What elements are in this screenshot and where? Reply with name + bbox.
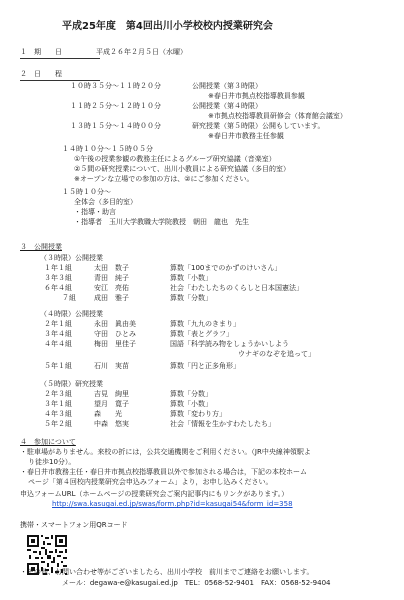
page-title: 平成25年度 第4回出川小学校校内授業研究会 [62,21,273,32]
lesson-group-heading: （３時限）公開授業 [40,254,103,262]
evening-item: 全体会（多目的室） [74,198,137,206]
form-note: 申込フォームURL（ホームページの授業研究会ご案内記事内にもリンクがあります。） [20,490,289,498]
lesson-class: ６年４組 [44,284,72,292]
lesson-teacher: 森 光 [94,410,122,418]
lesson-class: ２年３組 [44,390,72,398]
schedule-desc: 研究授業（第５時限）公開もしています。 [192,122,325,130]
schedule-time: １３時１５分～１４時００分 [70,122,161,130]
lesson-class: ５年１組 [44,362,72,370]
lesson-subject: 国語「科学読み物をしょうかいしよう [170,340,289,348]
evening-time: １５時１０分～ [62,188,111,196]
lesson-class: ２年１組 [44,320,72,328]
date-underline [20,58,100,59]
schedule-time: １１時２５分～１２時１０分 [70,102,161,110]
lesson-subject: 算数「九九のきまり」 [170,320,240,328]
lesson-class: ５年２組 [44,420,72,428]
lesson-group-heading: （４時限）公開授業 [40,310,103,318]
schedule-time: １０時３５分～１１時２０分 [70,82,161,90]
lesson-class: ３年４組 [44,330,72,338]
contact-line: ・その他、お問い合わせ等がございましたら、出川小学校 前川までご連絡をお願いします。 [20,568,314,576]
lesson-class: ７組 [62,294,76,302]
schedule-note: ※春日井市拠点校指導教員参観 [208,92,305,100]
participation-line: ・春日井市教務主任・春日井市拠点校指導教員以外で参加される場合は，下記の本校ホーム [20,468,307,476]
afternoon-item: ※オープンな立場での参加の方は、②にご参加ください。 [74,175,254,183]
lesson-subject: 算数「円と正多角形」 [170,362,240,370]
lesson-subject: 社会「わたしたちのくらしと日本国憲法」 [170,284,303,292]
participation-label: ４ 参加について [20,438,76,446]
lesson-teacher: 望月 寛子 [94,400,129,408]
lesson-subject: 算数「100までのかずのけいさん」 [170,264,282,272]
lesson-teacher: 青田 純子 [94,274,129,282]
lesson-teacher: 安江 亮佑 [94,284,129,292]
evening-item: ・指導者 玉川大学教職大学院教授 朝田 龍也 先生 [74,218,249,226]
contact-details: メール：degawa-e@kasugai.ed.jp TEL：0568-52-9401 FAX：0568-52-9404 [62,579,331,587]
afternoon-item: ①午後の授業参観の教務主任によるグループ研究協議（音楽室） [74,155,276,163]
schedule-note: ※市拠点校指導教員研修会（体育館会議室） [208,112,347,120]
date-label: １ 期 日 [20,48,62,56]
schedule-desc: 公開授業（第４時限） [192,102,262,110]
schedule-underline [20,80,100,81]
schedule-note: ※春日井市教務主任参観 [208,132,284,140]
evening-item: ・指導・助言 [74,208,116,216]
lesson-teacher: 守田 ひとみ [94,330,136,338]
lesson-subject: 社会「情報を生かすわたしたち」 [170,420,275,428]
lesson-subject: 算数「分数」 [170,390,212,398]
date-value: 平成２６年２月５日（水曜） [96,48,187,56]
lesson-class: ４年３組 [44,410,72,418]
participation-line: ・駐車場がありません。来校の折には，公共交通機関をご利用ください。（JR中央線神領駅よ [20,448,311,456]
open-lessons-label: ３ 公開授業 [20,243,62,251]
lesson-subject: 算数「分数」 [170,294,212,302]
schedule-desc: 公開授業（第３時限） [192,82,262,90]
lesson-teacher: 太田 数子 [94,264,129,272]
lesson-class: ３年３組 [44,274,72,282]
lesson-subject: 算数「小数」 [170,400,212,408]
lesson-group-heading: （５時限）研究授業 [40,380,103,388]
afternoon-item: ②５間の研究授業について、出川小教員による研究協議（多目的室） [74,165,290,173]
lesson-class: ４年４組 [44,340,72,348]
lesson-subject: 算数「小数」 [170,274,212,282]
lesson-teacher: 中森 悠実 [94,420,129,428]
afternoon-time: １４時１０分～１５時０５分 [62,145,153,153]
lesson-teacher: 永田 眞由美 [94,320,136,328]
participation-line: ページ「第４回校内授業研究会申込みフォーム」より，お申し込みください。 [28,478,273,486]
form-url-link[interactable]: http://swa.kasugai.ed.jp/swas/form.php?id=kasugai54&form_id=358 [52,500,293,508]
participation-line: り徒歩10分）。 [28,458,76,466]
lesson-subject: 算数「表とグラフ」 [170,330,233,338]
schedule-label: ２ 日 程 [20,70,62,78]
lesson-subject-cont: ウナギのなぞを追って」 [238,350,315,358]
lesson-teacher: 梅田 里佳子 [94,340,136,348]
lesson-class: １年１組 [44,264,72,272]
lesson-class: ３年１組 [44,400,72,408]
lesson-teacher: 成田 雅子 [94,294,129,302]
lesson-subject: 算数「変わり方」 [170,410,226,418]
qr-label: 携帯・スマートフォン用QRコード [20,521,128,529]
lesson-teacher: 石川 実苗 [94,362,129,370]
lesson-teacher: 吉見 絢里 [94,390,129,398]
